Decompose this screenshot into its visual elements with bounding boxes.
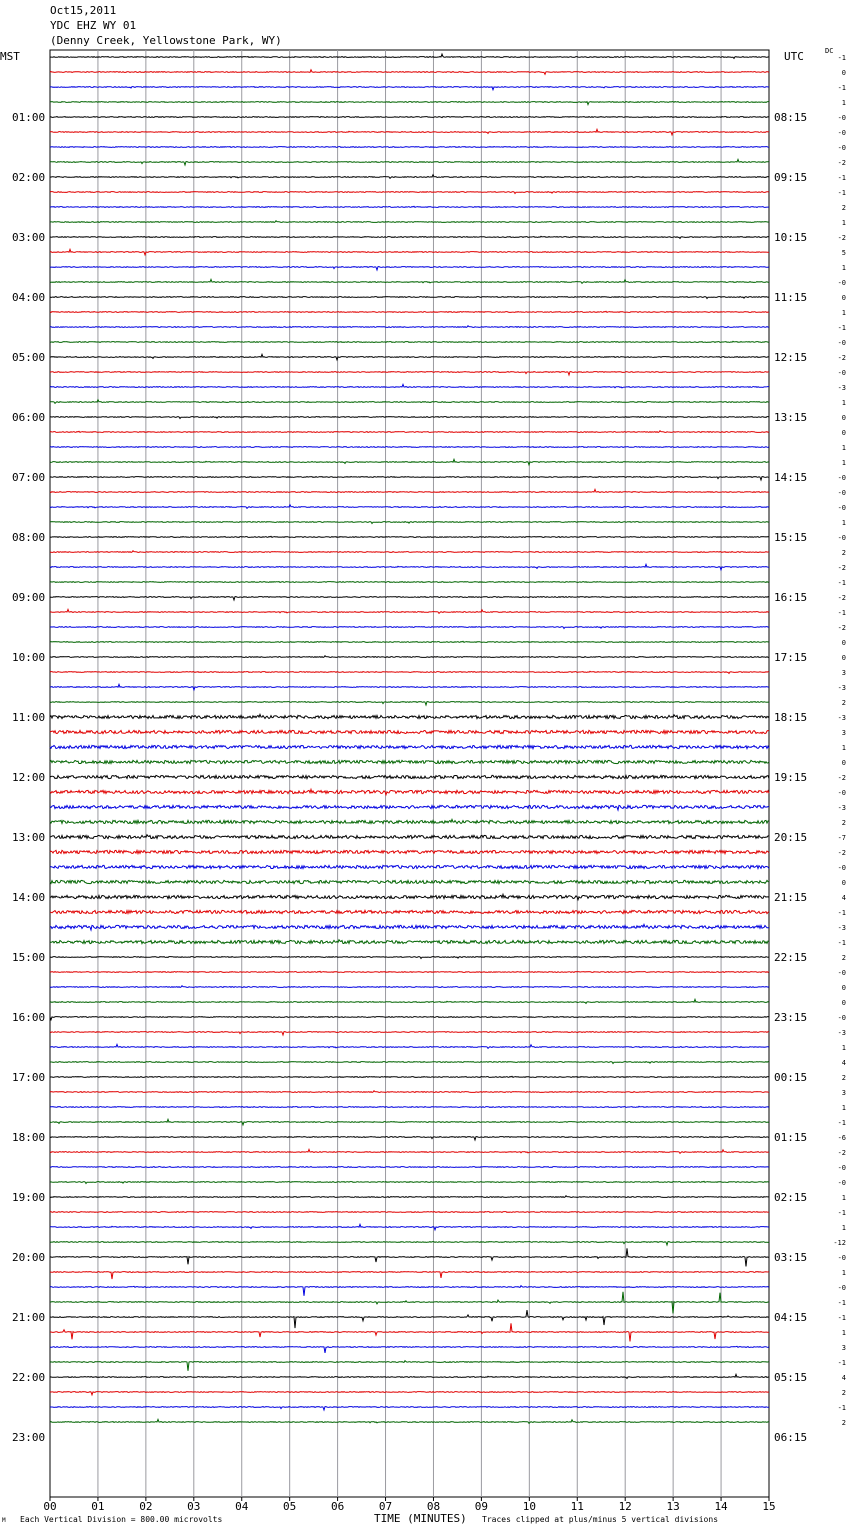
left-timezone-label: MST	[0, 50, 20, 63]
dc-offset-label: 1	[841, 744, 846, 752]
trace-line	[50, 551, 769, 553]
trace-line	[50, 372, 769, 375]
trace-line	[50, 279, 769, 283]
dc-offset-label: -1	[837, 1359, 846, 1367]
trace-line	[50, 1248, 769, 1266]
dc-offset-label: -1	[837, 1209, 846, 1217]
trace-line	[50, 940, 769, 944]
hour-label-left: 15:00	[12, 951, 46, 964]
dc-offset-label: 4	[841, 1374, 846, 1382]
trace-line	[50, 819, 769, 823]
dc-offset-label: 2	[841, 954, 846, 962]
trace-line	[50, 880, 769, 883]
dc-offset-label: -1	[837, 939, 846, 947]
hour-label-left: 13:00	[12, 831, 46, 844]
dc-offset-label: 1	[841, 1104, 846, 1112]
trace-line	[50, 221, 769, 223]
dc-offset-label: 0	[841, 69, 846, 77]
dc-offset-label: -2	[837, 234, 846, 242]
trace-line	[50, 1017, 769, 1020]
hour-label-left: 12:00	[12, 771, 46, 784]
hour-label-left: 03:00	[12, 231, 46, 244]
trace-line	[50, 1196, 769, 1198]
dc-offset-label: -2	[837, 564, 846, 572]
trace-line	[50, 1032, 769, 1035]
dc-offset-label: -2	[837, 624, 846, 632]
dc-offset-label: -1	[837, 1314, 846, 1322]
dc-offset-label: -1	[837, 324, 846, 332]
trace-line	[50, 924, 769, 930]
hour-label-right: 14:15	[774, 471, 808, 484]
dc-offset-label: -7	[837, 834, 846, 842]
dc-offset-label: -1	[837, 609, 846, 617]
trace-line	[50, 129, 769, 134]
trace-line	[50, 384, 769, 388]
dc-offset-label: -2	[837, 1149, 846, 1157]
hour-label-left: 19:00	[12, 1191, 46, 1204]
trace-line	[50, 1149, 769, 1153]
hour-label-right: 11:15	[774, 291, 808, 304]
hour-label-right: 23:15	[774, 1011, 808, 1024]
trace-line	[50, 249, 769, 254]
x-tick-label: 08	[426, 1500, 441, 1513]
trace-line	[50, 1044, 769, 1048]
trace-line	[50, 206, 769, 207]
hour-label-left: 17:00	[12, 1071, 46, 1084]
dc-offset-label: 1	[841, 1044, 846, 1052]
dc-offset-label: -1	[837, 54, 846, 62]
hour-label-left: 07:00	[12, 471, 46, 484]
trace-line	[50, 341, 769, 342]
dc-offset-label: -2	[837, 849, 846, 857]
hour-label-left: 02:00	[12, 171, 46, 184]
trace-line	[50, 999, 769, 1003]
corner-mark: M	[2, 1517, 6, 1524]
dc-offset-label: 2	[841, 699, 846, 707]
dc-offset-label: -1	[837, 1119, 846, 1127]
dc-offset-label: -0	[837, 474, 846, 482]
hour-label-left: 05:00	[12, 351, 46, 364]
hour-label-right: 22:15	[774, 951, 808, 964]
hour-label-right: 04:15	[774, 1311, 808, 1324]
trace-line	[50, 54, 769, 58]
dc-offset-label: 2	[841, 1389, 846, 1397]
dc-offset-label: -0	[837, 1014, 846, 1022]
dc-offset-label: -0	[837, 1179, 846, 1187]
dc-offset-label: -2	[837, 594, 846, 602]
dc-offset-label: -3	[837, 1029, 846, 1037]
trace-line	[50, 745, 769, 748]
trace-line	[50, 70, 769, 75]
hour-label-right: 03:15	[774, 1251, 808, 1264]
x-tick-label: 07	[378, 1500, 393, 1513]
dc-offset-label: 5	[841, 249, 846, 257]
x-tick-label: 14	[714, 1500, 728, 1513]
hour-label-right: 18:15	[774, 711, 808, 724]
trace-line	[50, 447, 769, 448]
dc-offset-label: 0	[841, 984, 846, 992]
dc-offset-label: -6	[837, 1134, 846, 1142]
trace-line	[50, 730, 769, 733]
hour-label-left: 14:00	[12, 891, 46, 904]
trace-line	[50, 986, 769, 988]
dc-offset-label: -3	[837, 714, 846, 722]
hour-label-right: 20:15	[774, 831, 808, 844]
dc-offset-label: -3	[837, 804, 846, 812]
chart-subtitle: (Denny Creek, Yellowstone Park, WY)	[50, 34, 282, 47]
hour-label-left: 09:00	[12, 591, 46, 604]
dc-offset-label: -1	[837, 1299, 846, 1307]
trace-line	[50, 609, 769, 613]
dc-offset-label: 2	[841, 819, 846, 827]
dc-offset-label: -0	[837, 1254, 846, 1262]
trace-line	[50, 1419, 769, 1423]
x-tick-label: 10	[522, 1500, 536, 1513]
trace-line	[50, 1137, 769, 1140]
dc-offset-label: 1	[841, 1269, 846, 1277]
dc-offset-label: -0	[837, 789, 846, 797]
trace-line	[50, 159, 769, 165]
hour-label-left: 20:00	[12, 1251, 46, 1264]
trace-line	[50, 1361, 769, 1371]
hour-label-right: 09:15	[774, 171, 808, 184]
trace-line	[50, 1292, 769, 1314]
trace-line	[50, 297, 769, 299]
hour-label-left: 21:00	[12, 1311, 46, 1324]
dc-offset-label: 3	[841, 669, 846, 677]
dc-offset-label: -0	[837, 1164, 846, 1172]
x-tick-label: 02	[139, 1500, 153, 1513]
hour-label-left: 16:00	[12, 1011, 46, 1024]
trace-line	[50, 1119, 769, 1124]
trace-line	[50, 505, 769, 509]
x-tick-label: 13	[666, 1500, 680, 1513]
trace-line	[50, 789, 769, 794]
hour-label-right: 19:15	[774, 771, 808, 784]
dc-offset-label: 0	[841, 759, 846, 767]
trace-line	[50, 311, 769, 312]
dc-offset-label: 0	[841, 999, 846, 1007]
trace-line	[50, 714, 769, 718]
hour-label-left: 11:00	[12, 711, 46, 724]
dc-offset-label: -1	[837, 909, 846, 917]
hour-label-left: 10:00	[12, 651, 46, 664]
trace-line	[50, 684, 769, 689]
trace-line	[50, 805, 769, 810]
dc-offset-label: -0	[837, 369, 846, 377]
trace-line	[50, 656, 769, 658]
hour-label-right: 06:15	[774, 1431, 808, 1444]
hour-label-left: 04:00	[12, 291, 46, 304]
trace-line	[50, 1310, 769, 1328]
trace-line	[50, 1212, 769, 1213]
x-tick-label: 04	[235, 1500, 249, 1513]
dc-offset-label: 0	[841, 639, 846, 647]
dc-offset-label: 1	[841, 459, 846, 467]
x-tick-label: 00	[43, 1500, 57, 1513]
trace-line	[50, 267, 769, 270]
dc-offset-label: 4	[841, 1059, 846, 1067]
dc-offset-label: 1	[841, 519, 846, 527]
trace-line	[50, 1062, 769, 1064]
x-tick-label: 15	[762, 1500, 776, 1513]
dc-offset-label: 1	[841, 264, 846, 272]
trace-line	[50, 835, 769, 839]
hour-label-left: 23:00	[12, 1431, 46, 1444]
dc-offset-label: 0	[841, 879, 846, 887]
hour-label-right: 12:15	[774, 351, 808, 364]
dc-offset-label: 3	[841, 729, 846, 737]
dc-offset-label: 1	[841, 1194, 846, 1202]
dc-offset-label: -0	[837, 129, 846, 137]
trace-line	[50, 597, 769, 600]
x-tick-label: 06	[330, 1500, 345, 1513]
dc-offset-label: 2	[841, 204, 846, 212]
trace-line	[50, 417, 769, 419]
dc-offset-label: 1	[841, 99, 846, 107]
dc-offset-label: -0	[837, 504, 846, 512]
trace-line	[50, 1407, 769, 1410]
dc-offset-label: 1	[841, 1329, 846, 1337]
dc-offset-label: -3	[837, 384, 846, 392]
x-tick-label: 09	[474, 1500, 489, 1513]
dc-offset-label: -0	[837, 144, 846, 152]
chart-title: YDC EHZ WY 01	[50, 19, 137, 32]
trace-line	[50, 582, 769, 583]
trace-line	[50, 865, 769, 868]
dc-offset-label: 2	[841, 549, 846, 557]
dc-offset-label: 1	[841, 309, 846, 317]
hour-label-right: 16:15	[774, 591, 808, 604]
trace-line	[50, 522, 769, 524]
dc-offset-label: -0	[837, 279, 846, 287]
dc-offset-label: 1	[841, 1224, 846, 1232]
dc-offset-label: 0	[841, 429, 846, 437]
dc-offset-label: -0	[837, 864, 846, 872]
trace-line	[50, 564, 769, 569]
hour-label-right: 13:15	[774, 411, 808, 424]
x-tick-label: 01	[91, 1500, 105, 1513]
hour-label-left: 22:00	[12, 1371, 46, 1384]
hour-label-right: 02:15	[774, 1191, 808, 1204]
dc-offset-label: -12	[833, 1239, 846, 1247]
trace-line	[50, 641, 769, 642]
dc-offset-label: -2	[837, 354, 846, 362]
dc-offset-label: -2	[837, 159, 846, 167]
trace-line	[50, 354, 769, 359]
trace-line	[50, 894, 769, 899]
dc-offset-label: -0	[837, 489, 846, 497]
dc-offset-label: -1	[837, 579, 846, 587]
trace-line	[50, 489, 769, 492]
scale-note: Each Vertical Division = 800.00 microvolts	[20, 1515, 223, 1524]
trace-line	[50, 236, 769, 238]
trace-line	[50, 971, 769, 972]
dc-offset-label: -0	[837, 969, 846, 977]
hour-label-left: 06:00	[12, 411, 46, 424]
x-tick-label: 11	[570, 1500, 584, 1513]
hour-label-right: 00:15	[774, 1071, 808, 1084]
x-tick-label: 12	[618, 1500, 632, 1513]
dc-offset-label: 4	[841, 894, 846, 902]
trace-line	[50, 1076, 769, 1077]
trace-line	[50, 1242, 769, 1245]
hour-label-right: 08:15	[774, 111, 808, 124]
trace-line	[50, 459, 769, 464]
dc-offset-label: 2	[841, 1419, 846, 1427]
dc-offset-label: 2	[841, 1074, 846, 1082]
trace-line	[50, 1346, 769, 1353]
dc-offset-label: 0	[841, 654, 846, 662]
trace-line	[50, 536, 769, 537]
trace-line	[50, 1106, 769, 1107]
hour-label-left: 08:00	[12, 531, 46, 544]
hour-label-right: 01:15	[774, 1131, 808, 1144]
x-axis-label: TIME (MINUTES)	[374, 1512, 467, 1525]
dc-offset-label: 1	[841, 399, 846, 407]
dc-offset-label: -2	[837, 774, 846, 782]
trace-line	[50, 760, 769, 763]
trace-line	[50, 1323, 769, 1341]
dc-offset-label: -1	[837, 84, 846, 92]
trace-line	[50, 431, 769, 433]
trace-line	[50, 192, 769, 194]
trace-line	[50, 147, 769, 148]
trace-line	[50, 957, 769, 959]
dc-offset-label: 0	[841, 294, 846, 302]
dc-offset-label: -0	[837, 114, 846, 122]
trace-line	[50, 850, 769, 853]
dc-offset-label: 1	[841, 219, 846, 227]
x-tick-label: 05	[283, 1500, 297, 1513]
dc-offset-label: -3	[837, 684, 846, 692]
trace-line	[50, 1286, 769, 1296]
hour-label-right: 21:15	[774, 891, 808, 904]
dc-offset-label: 3	[841, 1344, 846, 1352]
trace-line	[50, 102, 769, 105]
clip-note: Traces clipped at plus/minus 5 vertical divisions	[482, 1515, 719, 1524]
trace-line	[50, 1272, 769, 1280]
trace-line	[50, 775, 769, 778]
dc-offset-label: -3	[837, 924, 846, 932]
trace-line	[50, 1374, 769, 1378]
dc-offset-label: -1	[837, 1404, 846, 1412]
dc-offset-label: -1	[837, 174, 846, 182]
dc-offset-label: -0	[837, 1284, 846, 1292]
trace-line	[50, 117, 769, 118]
hour-label-right: 17:15	[774, 651, 808, 664]
trace-line	[50, 702, 769, 705]
trace-line	[50, 1181, 769, 1183]
trace-line	[50, 326, 769, 328]
trace-line	[50, 400, 769, 404]
trace-line	[50, 627, 769, 629]
trace-line	[50, 1392, 769, 1395]
hour-label-left: 18:00	[12, 1131, 46, 1144]
trace-line	[50, 477, 769, 480]
trace-line	[50, 910, 769, 913]
x-tick-label: 03	[187, 1500, 201, 1513]
dc-offset-label: 0	[841, 414, 846, 422]
right-timezone-label: UTC	[784, 50, 804, 63]
trace-line	[50, 1167, 769, 1168]
hour-label-right: 05:15	[774, 1371, 808, 1384]
hour-label-right: 15:15	[774, 531, 808, 544]
dc-offset-label: -1	[837, 189, 846, 197]
trace-line	[50, 1224, 769, 1229]
dc-offset-label: 1	[841, 444, 846, 452]
dc-offset-label: -0	[837, 339, 846, 347]
dc-offset-header: DC	[825, 47, 834, 55]
trace-line	[50, 175, 769, 179]
trace-line	[50, 1091, 769, 1093]
dc-offset-label: 3	[841, 1089, 846, 1097]
chart-date: Oct15,2011	[50, 4, 117, 17]
trace-line	[50, 87, 769, 90]
hour-label-left: 01:00	[12, 111, 46, 124]
trace-line	[50, 671, 769, 673]
hour-label-right: 10:15	[774, 231, 808, 244]
dc-offset-label: -0	[837, 534, 846, 542]
